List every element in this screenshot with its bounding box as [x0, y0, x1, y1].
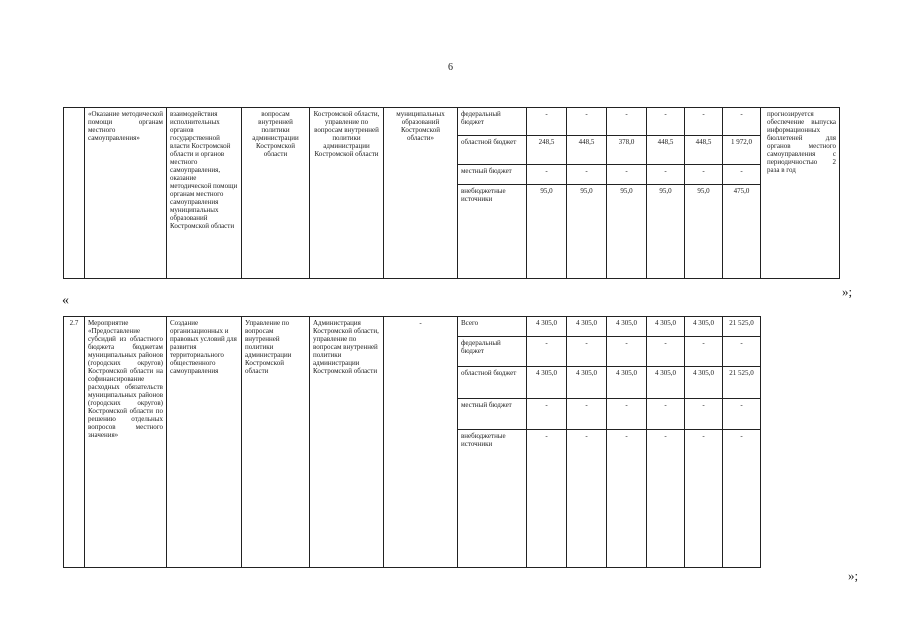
event-name-cell: «Оказание методической помощи органам местного самоуправления» [85, 108, 167, 279]
value-cell: 4 305,0 [527, 317, 567, 337]
value-cell: - [607, 430, 647, 568]
value-cell: - [647, 165, 685, 185]
value-cell: - [607, 399, 647, 430]
value-cell: - [567, 337, 607, 367]
value-cell: - [723, 399, 761, 430]
value-cell: - [723, 165, 761, 185]
funding-source-cell: федеральный бюджет [458, 108, 527, 136]
event-goal-cell: Создание организационных и правовых условий для развития территориального общественного самоуправления [167, 317, 242, 568]
event-name-cell: Мероприятие «Предоставление субсидий из областного бюджета бюджетам муниципальных районов (городских округов) Костромской области на софинансирование расходных обязательств муниципальных районов (городских округов) Костромской области по решению отдельных вопросов местного значения» [85, 317, 167, 568]
value-cell: 448,5 [685, 136, 723, 165]
value-cell: 21 525,0 [723, 317, 761, 337]
funding-source-cell: местный бюджет [458, 399, 527, 430]
value-cell: 4 305,0 [607, 367, 647, 399]
closing-quote: »; [848, 568, 859, 583]
funding-source-cell: внебюджетные источники [458, 430, 527, 568]
executor-cell: Управление по вопросам внутренней политики администрации Костромской области [242, 317, 310, 568]
value-cell: - [567, 108, 607, 136]
value-cell: - [685, 430, 723, 568]
value-cell: 4 305,0 [685, 317, 723, 337]
expected-result-cell [761, 317, 840, 568]
value-cell: - [723, 430, 761, 568]
value-cell: 4 305,0 [567, 317, 607, 337]
value-cell: 448,5 [567, 136, 607, 165]
event-goal-cell: взаимодействия исполнительных органов государственной власти Костромской области и органов местного самоуправления, оказание методической помощи органам местного самоуправления муниципальных образований Костромской области [167, 108, 242, 279]
row-number-cell [64, 108, 85, 279]
value-cell: 248,5 [527, 136, 567, 165]
value-cell: 448,5 [647, 136, 685, 165]
value-cell: - [647, 399, 685, 430]
value-cell: - [527, 430, 567, 568]
value-cell: 4 305,0 [527, 367, 567, 399]
value-cell: - [647, 430, 685, 568]
funding-source-cell: областной бюджет [458, 367, 527, 399]
value-cell: - [723, 337, 761, 367]
value-cell: - [685, 337, 723, 367]
funding-source-cell: федеральный бюджет [458, 337, 527, 367]
funding-source-cell: местный бюджет [458, 165, 527, 185]
coexecutor-cell: Администрация Костромской области, управление по вопросам внутренней политики администрации Костромской области [310, 317, 384, 568]
value-cell: - [685, 399, 723, 430]
value-cell: - [647, 108, 685, 136]
page-number: 6 [448, 62, 453, 73]
closing-quote: »; [842, 284, 853, 299]
value-cell: 95,0 [647, 185, 685, 279]
value-cell: - [527, 337, 567, 367]
value-cell: - [567, 430, 607, 568]
executor-cell: вопросам внутренней политики администрации Костромской области [242, 108, 310, 279]
funding-source-cell: областной бюджет [458, 136, 527, 165]
value-cell: 1 972,0 [723, 136, 761, 165]
value-cell: - [685, 108, 723, 136]
value-cell: 95,0 [685, 185, 723, 279]
funding-source-cell: Всего [458, 317, 527, 337]
value-cell: - [567, 165, 607, 185]
value-cell: 4 305,0 [647, 367, 685, 399]
value-cell: - [607, 337, 647, 367]
program-table-event-2-7 [63, 316, 840, 568]
coexecutor-cell: Костромской области, управление по вопросам внутренней политики администрации Костромской области [310, 108, 384, 279]
participants-cell: - [384, 317, 458, 568]
value-cell: - [607, 165, 647, 185]
participants-cell: муниципальных образований Костромской области» [384, 108, 458, 279]
program-table-continued [63, 107, 840, 279]
value-cell: 4 305,0 [685, 367, 723, 399]
value-cell: - [607, 108, 647, 136]
funding-source-cell: внебюджетные источники [458, 185, 527, 279]
value-cell: 95,0 [607, 185, 647, 279]
value-cell: - [685, 165, 723, 185]
value-cell: - [527, 108, 567, 136]
value-cell: - [527, 165, 567, 185]
value-cell: 4 305,0 [647, 317, 685, 337]
value-cell: - [527, 399, 567, 430]
value-cell: - [647, 337, 685, 367]
value-cell: 95,0 [527, 185, 567, 279]
value-cell: 475,0 [723, 185, 761, 279]
expected-result-cell: прогнозируется обеспечение выпуска информационных бюллетеней для органов местного самоуправления с периодичностью 2 раза в год [761, 108, 840, 279]
value-cell: - [567, 399, 607, 430]
value-cell: 21 525,0 [723, 367, 761, 399]
value-cell: - [723, 108, 761, 136]
value-cell: 4 305,0 [567, 367, 607, 399]
value-cell: 95,0 [567, 185, 607, 279]
value-cell: 378,0 [607, 136, 647, 165]
row-number-cell: 2.7 [64, 317, 85, 568]
opening-quote: « [62, 293, 69, 308]
value-cell: 4 305,0 [607, 317, 647, 337]
